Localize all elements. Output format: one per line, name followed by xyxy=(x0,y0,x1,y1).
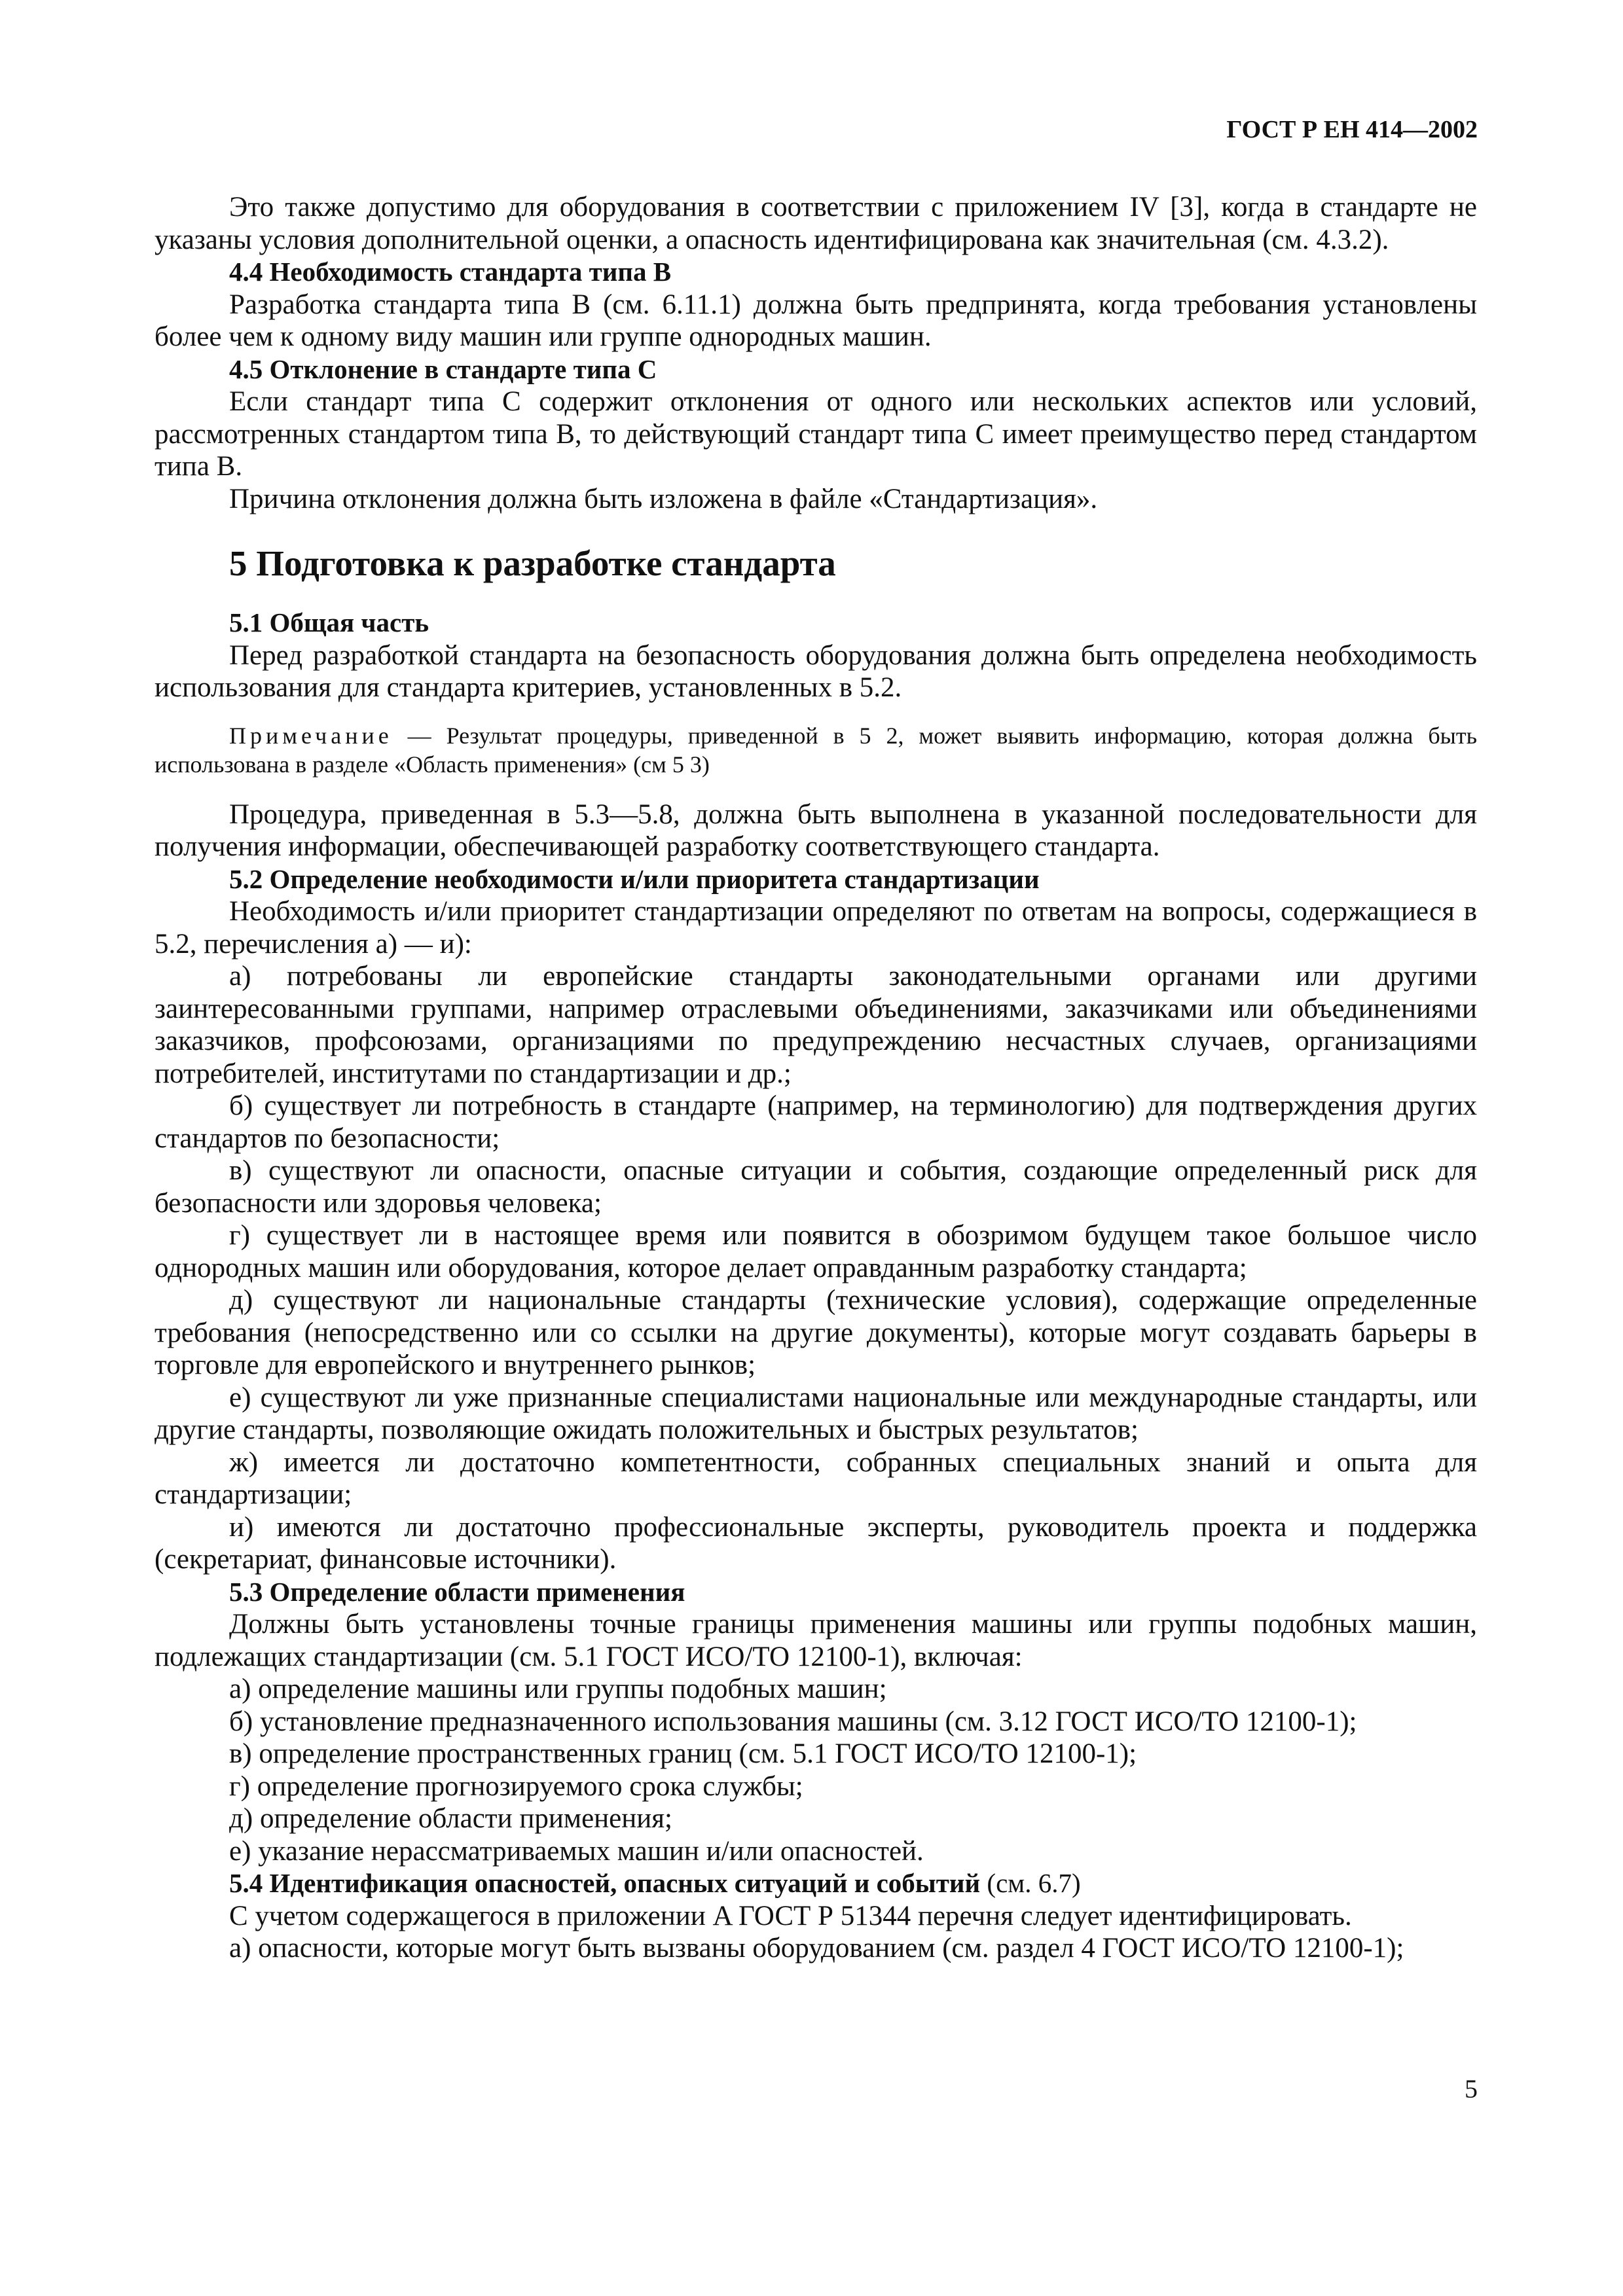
subsection-heading: 4.4 Необходимость стандарта типа B xyxy=(229,257,672,287)
document-header: ГОСТ Р ЕН 414—2002 xyxy=(1226,116,1478,143)
paragraph: Это также допустимо для оборудования в соответствии с приложением IV [3], когда в стандарте не указаны условия дополнительной оценки, а опасность идентифицирована как значительная (см. 4.3.2). xyxy=(155,192,1477,255)
paragraph: и) имеются ли достаточно профессиональные эксперты, руководитель проекта и поддержка (секретариат, финансовые источники). xyxy=(155,1511,1477,1575)
subsection-heading: 5.2 Определение необходимости и/или приоритета стандартизации xyxy=(229,863,1040,894)
paragraph: г) существует ли в настоящее время или появится в обозримом будущем такое большое число однородных машин или оборудования, которое делает оправданным разработку стандарта; xyxy=(155,1220,1477,1283)
document-body xyxy=(155,191,1477,1965)
paragraph: а) опасности, которые могут быть вызваны оборудованием (см. раздел 4 ГОСТ ИСО/ТО 12100-1); xyxy=(229,1933,1404,1964)
note-paragraph xyxy=(155,721,1477,779)
paragraph: ж) имеется ли достаточно компетентности, собранных специальных знаний и опыта для стандартизации; xyxy=(155,1446,1477,1510)
paragraph: е) существуют ли уже признанные специалистами национальные или международные стандарты, или другие стандарты, позволяющие ожидать положительных и быстрых результатов; xyxy=(155,1382,1477,1445)
paragraph: б) существует ли потребность в стандарте (например, на терминологию) для подтверждения других стандартов по безопасности; xyxy=(155,1090,1477,1154)
page-number: 5 xyxy=(1465,2074,1478,2104)
paragraph: Необходимость и/или приоритет стандартизации определяют по ответам на вопросы, содержащиеся в 5.2, перечисления а) — и): xyxy=(155,896,1477,960)
paragraph: С учетом содержащегося в приложении A ГОСТ Р 51344 перечня следует идентифицировать. xyxy=(229,1900,1352,1931)
note-label: Примечание xyxy=(229,722,393,749)
paragraph: г) определение прогнозируемого срока службы; xyxy=(229,1770,803,1802)
note-text: — Результат процедуры, приведенной в 5 2, может выявить информацию, которая должна быть использована в разделе «Область применения» (см 5 3) xyxy=(155,722,1477,778)
paragraph: а) определение машины или группы подобных машин; xyxy=(229,1674,887,1704)
subsection-heading: 4.5 Отклонение в стандарте типа C xyxy=(229,353,657,384)
paragraph: Причина отклонения должна быть изложена в файле «Стандартизация». xyxy=(229,483,1098,514)
paragraph: Процедура, приведенная в 5.3—5.8, должна быть выполнена в указанной последовательности для получения информации, обеспечивающей разработку соответствующего стандарта. xyxy=(155,798,1477,862)
paragraph: в) существуют ли опасности, опасные ситуации и события, создающие определенный риск для безопасности или здоровья человека; xyxy=(155,1155,1477,1219)
subsection-heading xyxy=(155,1867,1477,1900)
paragraph: в) определение пространственных границ (см. 5.1 ГОСТ ИСО/ТО 12100-1); xyxy=(229,1738,1137,1769)
paragraph: е) указание нерассматриваемых машин и/или опасностей. xyxy=(229,1835,924,1867)
paragraph: Разработка стандарта типа B (см. 6.11.1) должна быть предпринята, когда требования установлены более чем к одному виду машин или группе однородных машин. xyxy=(155,289,1477,352)
paragraph: б) установление предназначенного использования машины (см. 3.12 ГОСТ ИСО/ТО 12100-1); xyxy=(229,1706,1357,1737)
paragraph: Если стандарт типа C содержит отклонения от одного или нескольких аспектов или условий, рассмотренных стандартом типа B, то действующий стандарт типа C имеет преимущество перед стандартом типа B. xyxy=(155,386,1477,482)
section-heading: 5 Подготовка к разработке стандарта xyxy=(229,543,836,583)
paragraph: Перед разработкой стандарта на безопасность оборудования должна быть определена необходимость использования для стандарта критериев, установленных в 5.2. xyxy=(155,639,1477,703)
subsection-heading: 5.1 Общая часть xyxy=(229,607,429,637)
subsection-heading-reference: (см. 6.7) xyxy=(980,1868,1081,1898)
paragraph: Должны быть установлены точные границы применения машины или группы подобных машин, подлежащих стандартизации (см. 5.1 ГОСТ ИСО/ТО 12100-1), включая: xyxy=(155,1609,1477,1672)
subsection-heading-title: 5.4 Идентификация опасностей, опасных ситуаций и событий xyxy=(229,1868,981,1898)
subsection-heading: 5.3 Определение области применения xyxy=(229,1576,685,1607)
paragraph: а) потребованы ли европейские стандарты законодательными органами или другими заинтересованными группами, например отраслевыми объединениями, заказчиками или объединениями заказчиков, профсоюзами, организациями по предупреждению несчастных случаев, организациями потребителей, институтами по стандартизации и др.; xyxy=(155,961,1477,1089)
paragraph: д) определение области применения; xyxy=(229,1803,672,1834)
paragraph: д) существуют ли национальные стандарты (технические условия), содержащие определенные требования (непосредственно или со ссылки на другие документы), которые могут создавать барьеры в торговле для европейского и внутреннего рынков; xyxy=(155,1285,1477,1380)
